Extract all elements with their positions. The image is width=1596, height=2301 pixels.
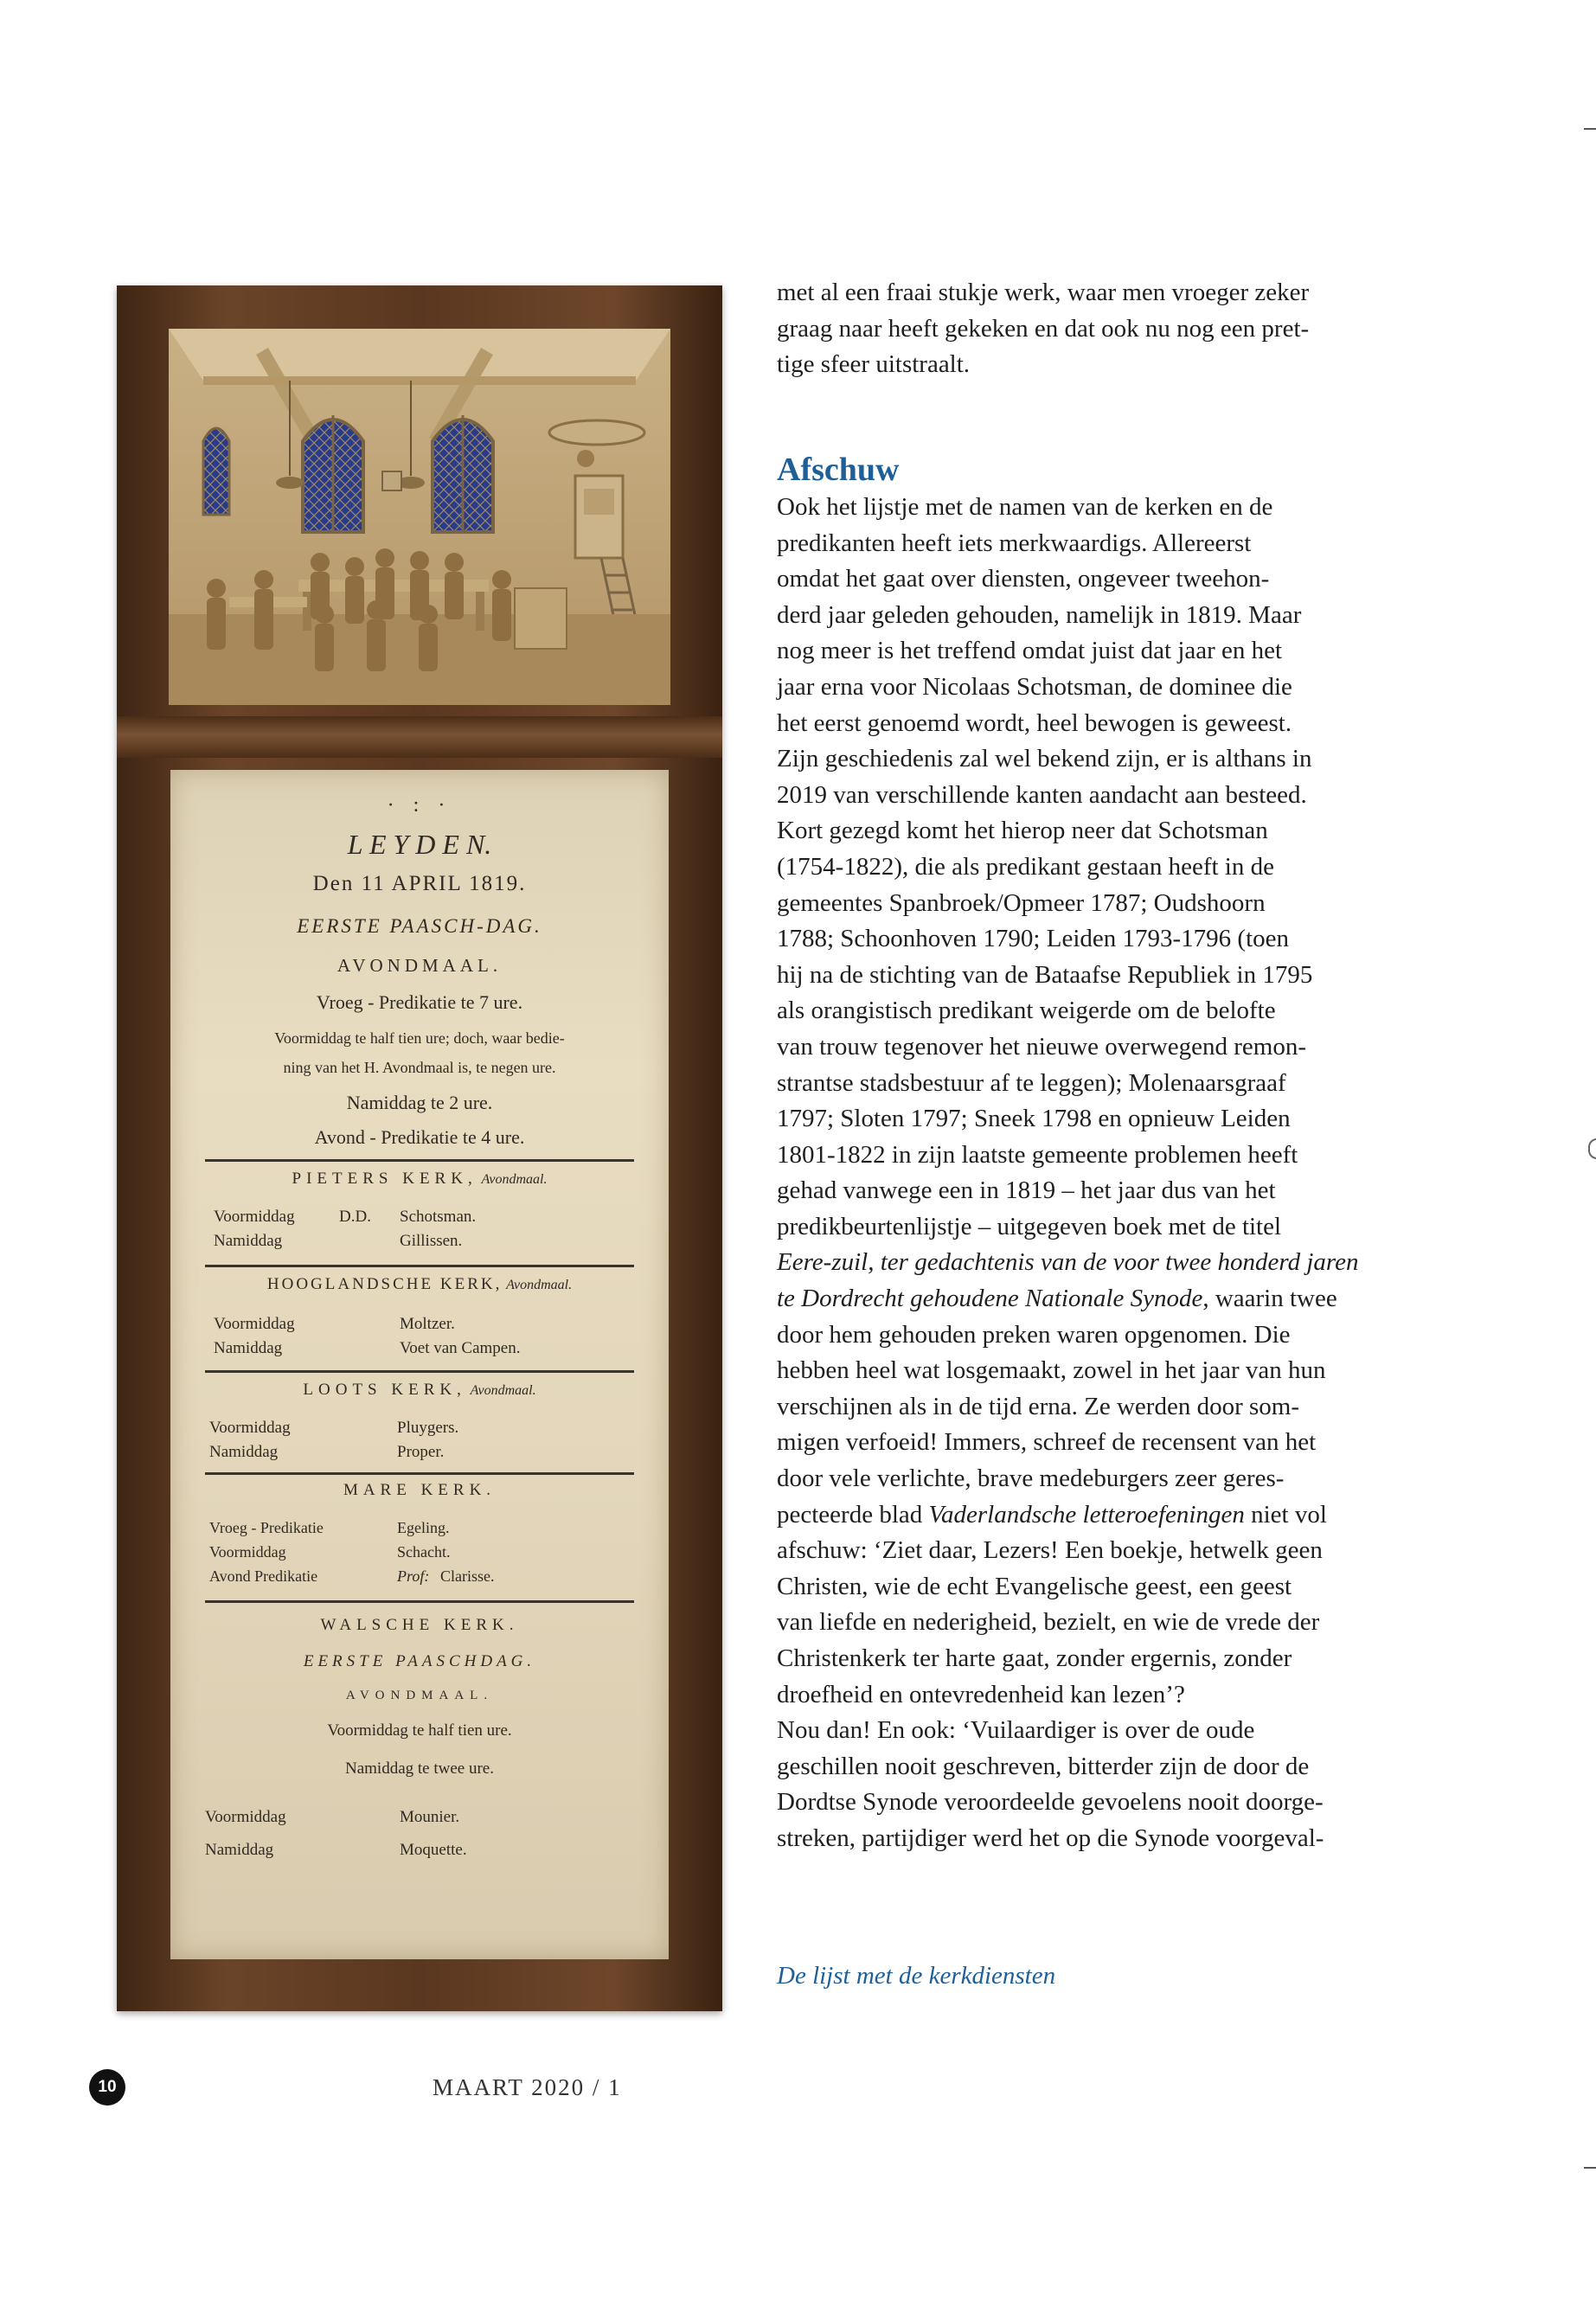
church-row-title: Prof:	[397, 1567, 430, 1585]
notice-rule	[205, 1159, 634, 1162]
text-run: afschuw: ‘Ziet daar, Lezers! Een boekje, hetwelk geen	[777, 1536, 1323, 1565]
notice-rule	[205, 1472, 634, 1475]
notice-city: L E Y D E N.	[347, 829, 492, 860]
text-line	[777, 1066, 1434, 1102]
text-run: droefheid en ontevredenheid kan lezen’?	[777, 1680, 1185, 1708]
church-heading	[170, 1381, 669, 1400]
text-line	[777, 1245, 1434, 1281]
text-line	[777, 813, 1434, 849]
church-name: MARE KERK.	[343, 1481, 497, 1499]
text-run: omdat het gaat over diensten, ongeveer tweehon-	[777, 565, 1270, 593]
text-line	[777, 490, 1434, 526]
text-line	[777, 958, 1434, 994]
church-row-minister: Clarisse.	[440, 1567, 495, 1585]
text-line	[777, 706, 1434, 742]
church-row-label: Avond Predikatie	[209, 1567, 318, 1585]
notice-day: EERSTE PAASCH-DAG.	[297, 915, 542, 937]
text-line	[777, 1569, 1434, 1606]
text-run: derd jaar geleden gehouden, namelijk in 1819. Maar	[777, 600, 1302, 629]
text-line	[777, 1641, 1434, 1677]
church-row-minister: Gillissen.	[400, 1232, 463, 1250]
church-row-minister: Voet van Campen.	[400, 1339, 521, 1357]
text-run: gemeentes Spanbroek/Opmeer 1787; Oudshoorn	[777, 888, 1266, 917]
text-run: hij na de stichting van de Bataafse Republiek in 1795	[777, 960, 1313, 989]
text-run: (1754-1822), die als predikant gestaan heeft in de	[777, 852, 1274, 881]
text-run: , waarin twee	[1202, 1285, 1337, 1313]
text-line	[777, 633, 1434, 670]
text-line	[777, 1425, 1434, 1461]
text-line	[777, 1389, 1434, 1426]
diorama-illustration	[169, 329, 670, 705]
text-run: verschijnen als in de tijd erna. Ze werden door som-	[777, 1392, 1299, 1420]
church-heading	[170, 1170, 669, 1189]
text-line	[777, 561, 1434, 598]
text-run: predikbeurtenlijstje – uitgegeven boek met de titel	[777, 1212, 1282, 1240]
text-line	[777, 1173, 1434, 1209]
text-line: graag naar heeft gekeken en dat ook nu nog een pret-	[777, 314, 1310, 343]
text-line	[777, 1749, 1434, 1785]
notice-avondmaal: AVONDMAAL.	[337, 955, 503, 976]
text-run: niet vol	[1244, 1500, 1327, 1529]
notice-line-1: Vroeg - Predikatie te 7 ure.	[316, 991, 523, 1013]
notice-rule	[205, 1370, 634, 1373]
walsche-line-1: Voormiddag te half tien ure.	[327, 1721, 512, 1740]
church-name: PIETERS KERK,	[292, 1170, 478, 1188]
text-line	[777, 1209, 1434, 1246]
church-row-minister: Egeling.	[397, 1519, 450, 1536]
text-run: pecteerde blad	[777, 1500, 929, 1529]
text-run: geschillen nooit geschreven, bitterder zijn de door de	[777, 1752, 1310, 1780]
text-line	[777, 1353, 1434, 1389]
intro-paragraph	[777, 275, 1434, 383]
text-line	[777, 1281, 1434, 1317]
text-line: met al een fraai stukje werk, waar men vroeger zeker	[777, 279, 1310, 306]
walsche-row-minister: Mounier.	[400, 1808, 460, 1826]
walsche-line-2: Namiddag te twee ure.	[345, 1759, 494, 1778]
text-line	[777, 921, 1434, 958]
text-run: gehad vanwege een in 1819 – het jaar dus van het	[777, 1176, 1276, 1205]
church-heading	[170, 1275, 669, 1294]
text-run: 1801-1822 in zijn laatste gemeente problemen heeft	[777, 1140, 1298, 1169]
text-run: streken, partijdiger werd het op die Synode voorgeval-	[777, 1823, 1324, 1852]
text-run: predikanten heeft iets merkwaardigs. Allereerst	[777, 529, 1252, 557]
italic-title-run: Vaderlandsche letteroefeningen	[928, 1500, 1245, 1529]
text-line	[777, 1461, 1434, 1497]
text-run: Zijn geschiedenis zal wel bekend zijn, er is althans in	[777, 745, 1312, 773]
church-row-label: Voormiddag	[209, 1543, 286, 1561]
text-run: Christen, wie de echt Evangelische geest, een geest	[777, 1572, 1292, 1600]
church-name: HOOGLANDSCHE KERK,	[266, 1275, 503, 1293]
text-line	[777, 1785, 1434, 1821]
church-row-minister: Pluygers.	[397, 1419, 459, 1437]
text-run: als orangistisch predikant weigerde om de belofte	[777, 997, 1276, 1025]
church-row-label: Vroeg - Predikatie	[209, 1519, 324, 1536]
text-line	[777, 526, 1434, 562]
church-name: LOOTS KERK,	[303, 1381, 466, 1399]
church-note: Avondmaal.	[506, 1278, 573, 1292]
church-row-minister: Proper.	[397, 1443, 445, 1461]
walsche-row-minister: Moquette.	[400, 1841, 467, 1859]
church-row-label: Voormiddag	[214, 1315, 295, 1333]
text-run: Dordtse Synode veroordeelde gevoelens nooit doorge-	[777, 1788, 1324, 1817]
text-line	[777, 1677, 1434, 1714]
text-line	[777, 849, 1434, 886]
text-line	[777, 598, 1434, 634]
church-row-minister: Moltzer.	[400, 1315, 455, 1333]
church-row-minister: Schotsman.	[400, 1208, 477, 1226]
church-row-minister: Schacht.	[397, 1543, 451, 1561]
text-line	[777, 778, 1434, 814]
section-body	[777, 490, 1434, 1857]
text-run: Nou dan! En ook: ‘Vuilaardiger is over de oude	[777, 1716, 1255, 1745]
text-line	[777, 1533, 1434, 1569]
notice-line-4: Namiddag te 2 ure.	[346, 1092, 493, 1113]
text-run: 2019 van verschillende kanten aandacht aan besteed.	[777, 780, 1307, 809]
text-line	[777, 741, 1434, 778]
notice-line-5: Avond - Predikatie te 4 ure.	[314, 1126, 525, 1148]
text-run: strantse stadsbestuur af te leggen); Molenaarsgraaf	[777, 1068, 1286, 1097]
notice-line-2: Voormiddag te half tien ure; doch, waar bedie-	[274, 1029, 565, 1047]
church-interior-diorama	[169, 329, 670, 705]
crop-mark-bottom	[1584, 2167, 1596, 2169]
walsche-day: EERSTE PAASCHDAG.	[303, 1652, 536, 1670]
walsche-avondmaal: AVONDMAAL.	[345, 1689, 494, 1702]
text-run: door vele verlichte, brave medeburgers zeer geres-	[777, 1465, 1285, 1493]
church-row-label: Voormiddag	[209, 1419, 291, 1437]
text-run: Christenkerk ter harte gaat, zonder ergernis, zonder	[777, 1644, 1292, 1672]
text-line	[777, 1821, 1434, 1857]
text-run: nog meer is het treffend omdat juist dat jaar en het	[777, 637, 1283, 665]
frame-middle-rail	[117, 716, 722, 758]
text-run: migen verfoeid! Immers, schreef de recensent van het	[777, 1428, 1317, 1457]
church-row-title: D.D.	[339, 1208, 371, 1226]
notice-dots: · : ·	[387, 794, 452, 817]
text-line	[777, 993, 1434, 1029]
section-heading: Afschuw	[777, 452, 900, 488]
church-note: Avondmaal.	[470, 1383, 536, 1398]
text-line	[777, 1497, 1434, 1534]
walsche-name: WALSCHE KERK.	[320, 1616, 519, 1634]
photo-caption: De lijst met de kerkdiensten	[777, 1962, 1056, 1990]
text-run: Ook het lijstje met de namen van de kerken en de	[777, 493, 1273, 521]
church-service-notice	[170, 770, 669, 1959]
church-note: Avondmaal.	[481, 1172, 548, 1187]
notice-rule	[205, 1265, 634, 1267]
church-row-label: Namiddag	[214, 1232, 283, 1250]
text-line	[777, 1029, 1434, 1066]
text-line	[777, 1101, 1434, 1138]
text-line	[777, 886, 1434, 922]
text-run: van trouw tegenover het nieuwe overwegend remon-	[777, 1032, 1306, 1061]
stained-window-right	[433, 415, 493, 532]
notice-rule	[205, 1600, 634, 1603]
text-run: Kort gezegd komt het hierop neer dat Schotsman	[777, 817, 1268, 845]
text-line	[777, 1713, 1434, 1749]
stained-window-left	[203, 428, 229, 515]
italic-title-run: te Dordrecht gehoudene Nationale Synode	[777, 1285, 1203, 1313]
text-run: hebben heel wat losgemaakt, zowel in het jaar van hun	[777, 1356, 1326, 1385]
framed-church-display-photo	[117, 285, 722, 2011]
text-run: 1797; Sloten 1797; Sneek 1798 en opnieuw Leiden	[777, 1105, 1291, 1133]
walsche-row-label: Voormiddag	[205, 1808, 286, 1826]
page-number-badge: 10	[89, 2069, 125, 2106]
text-line	[777, 1317, 1434, 1354]
stained-window-center	[303, 415, 363, 532]
italic-title-run: Eere-zuil, ter gedachtenis van de voor twee honderd jaren	[777, 1248, 1359, 1277]
notice-line-3: ning van het H. Avondmaal is, te negen ure.	[283, 1059, 556, 1076]
text-line	[777, 670, 1434, 706]
church-row-label: Voormiddag	[214, 1208, 295, 1226]
text-run: het eerst genoemd wordt, heel bewogen is geweest.	[777, 708, 1292, 737]
text-line: tige sfeer uitstraalt.	[777, 350, 971, 379]
issue-label: MAART 2020 / 1	[433, 2074, 622, 2100]
notice-date: Den 11 APRIL 1819.	[312, 872, 527, 895]
text-run: 1788; Schoonhoven 1790; Leiden 1793-1796 (toen	[777, 925, 1289, 953]
text-run: jaar erna voor Nicolaas Schotsman, de dominee die	[777, 672, 1292, 701]
registration-mark	[1588, 1138, 1596, 1159]
church-row-label: Namiddag	[214, 1339, 283, 1357]
text-run: van liefde en nederigheid, bezielt, en wie de vrede der	[777, 1608, 1320, 1637]
text-run: door hem gehouden preken waren opgenomen. Die	[777, 1320, 1291, 1349]
walsche-row-label: Namiddag	[205, 1841, 274, 1859]
crop-mark-top	[1584, 128, 1596, 130]
church-row-label: Namiddag	[209, 1443, 279, 1461]
text-line	[777, 1605, 1434, 1641]
text-line	[777, 1138, 1434, 1174]
